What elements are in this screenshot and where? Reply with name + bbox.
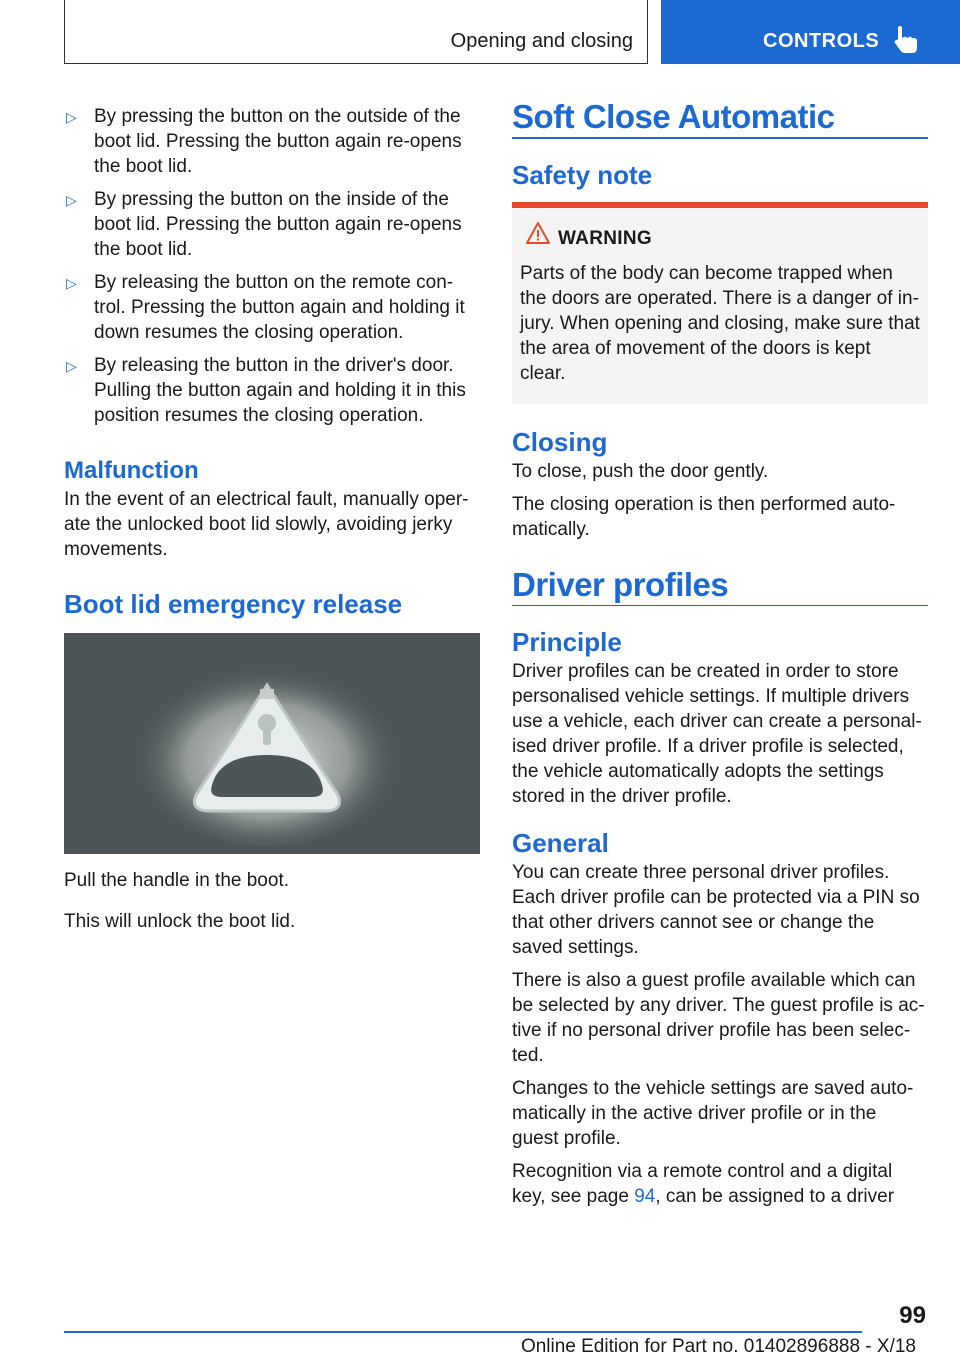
general-text-4: Recognition via a remote control and a digital key, see page 94, can be assigned to a driver <box>512 1161 895 1207</box>
driver-profiles-title: Driver profiles <box>512 565 729 603</box>
title-rule <box>512 605 928 607</box>
section-title: Opening and closing <box>450 30 633 52</box>
release-handle-illustration <box>64 633 480 854</box>
closing-heading: Closing <box>512 426 608 457</box>
warning-triangle-icon <box>526 222 550 244</box>
malfunction-text: In the event of an electrical fault, manually oper-ate the unlocked boot lid slowly, avoiding jerky movements. <box>64 489 469 560</box>
footer-rule <box>64 1331 862 1333</box>
general-text-3: Changes to the vehicle settings are saved auto-matically in the active driver profile or in the guest profile. <box>512 1078 914 1149</box>
warning-text: Parts of the body can become trapped when the doors are operated. There is a danger of in-jury. When opening and closing, make sure that the area of movement of the doors is kept clear. <box>520 262 920 384</box>
warning-box <box>512 202 928 404</box>
page-header <box>64 0 960 66</box>
page-reference-link[interactable]: 94 <box>634 1186 656 1207</box>
triangle-bullet-icon: ▷ <box>66 192 77 208</box>
edition-note: Online Edition for Part no. 01402896888 - X/18 <box>520 1336 916 1357</box>
triangle-bullet-icon: ▷ <box>66 358 77 374</box>
closing-text-1: To close, push the door gently. <box>512 460 769 482</box>
principle-heading: Principle <box>512 627 622 657</box>
safety-note-heading: Safety note <box>512 159 653 190</box>
category-tab <box>661 0 960 64</box>
list-item: ▷ By releasing the button in the driver's door. Pulling the button again and holding it in this position resumes the closing operation. <box>66 355 466 426</box>
emergency-release-heading: Boot lid emergency release <box>64 589 403 619</box>
list-item: ▷ By pressing the button on the inside of the boot lid. Pressing the button again re-opens the boot lid. <box>66 189 462 260</box>
list-item: ▷ By pressing the button on the outside of the boot lid. Pressing the button again re-opens the boot lid. <box>66 106 462 177</box>
list-item: ▷ By releasing the button on the remote con-trol. Pressing the button again and holding it down resumes the closing operation. <box>66 272 465 343</box>
section-tab <box>64 0 648 64</box>
closing-methods-list <box>64 104 478 428</box>
triangle-bullet-icon: ▷ <box>66 109 77 125</box>
page-number: 99 <box>899 1302 926 1329</box>
closing-text-2: The closing operation is then performed auto-matically. <box>512 493 896 540</box>
soft-close-title: Soft Close Automatic <box>512 98 835 135</box>
left-column <box>64 104 478 934</box>
title-rule <box>512 137 928 139</box>
general-heading: General <box>512 828 609 858</box>
principle-text: Driver profiles can be created in order to store personalised vehicle settings. If multiple drivers use a vehicle, each driver can create a personal-ised driver profile. If a driver profile is selected, the vehicle automatically adopts the settings stored in the driver profile. <box>512 661 922 807</box>
boot-release-handle-image <box>64 633 480 854</box>
category-title: CONTROLS <box>763 30 880 52</box>
figure-caption-2: This will unlock the boot lid. <box>64 911 296 932</box>
triangle-bullet-icon: ▷ <box>66 275 77 291</box>
warning-title: WARNING <box>520 226 920 251</box>
general-text-1: You can create three personal driver profiles. Each driver profile can be protected via a PIN so that other drivers cannot see or change the saved settings. <box>512 862 920 958</box>
pointing-hand-icon <box>893 26 919 54</box>
figure-caption-1: Pull the handle in the boot. <box>64 870 290 891</box>
right-column <box>512 98 928 1209</box>
general-text-2: There is also a guest profile available which can be selected by any driver. The guest profile is ac-tive if no personal driver profile has been selec-ted. <box>512 970 925 1066</box>
malfunction-heading: Malfunction <box>64 457 199 484</box>
